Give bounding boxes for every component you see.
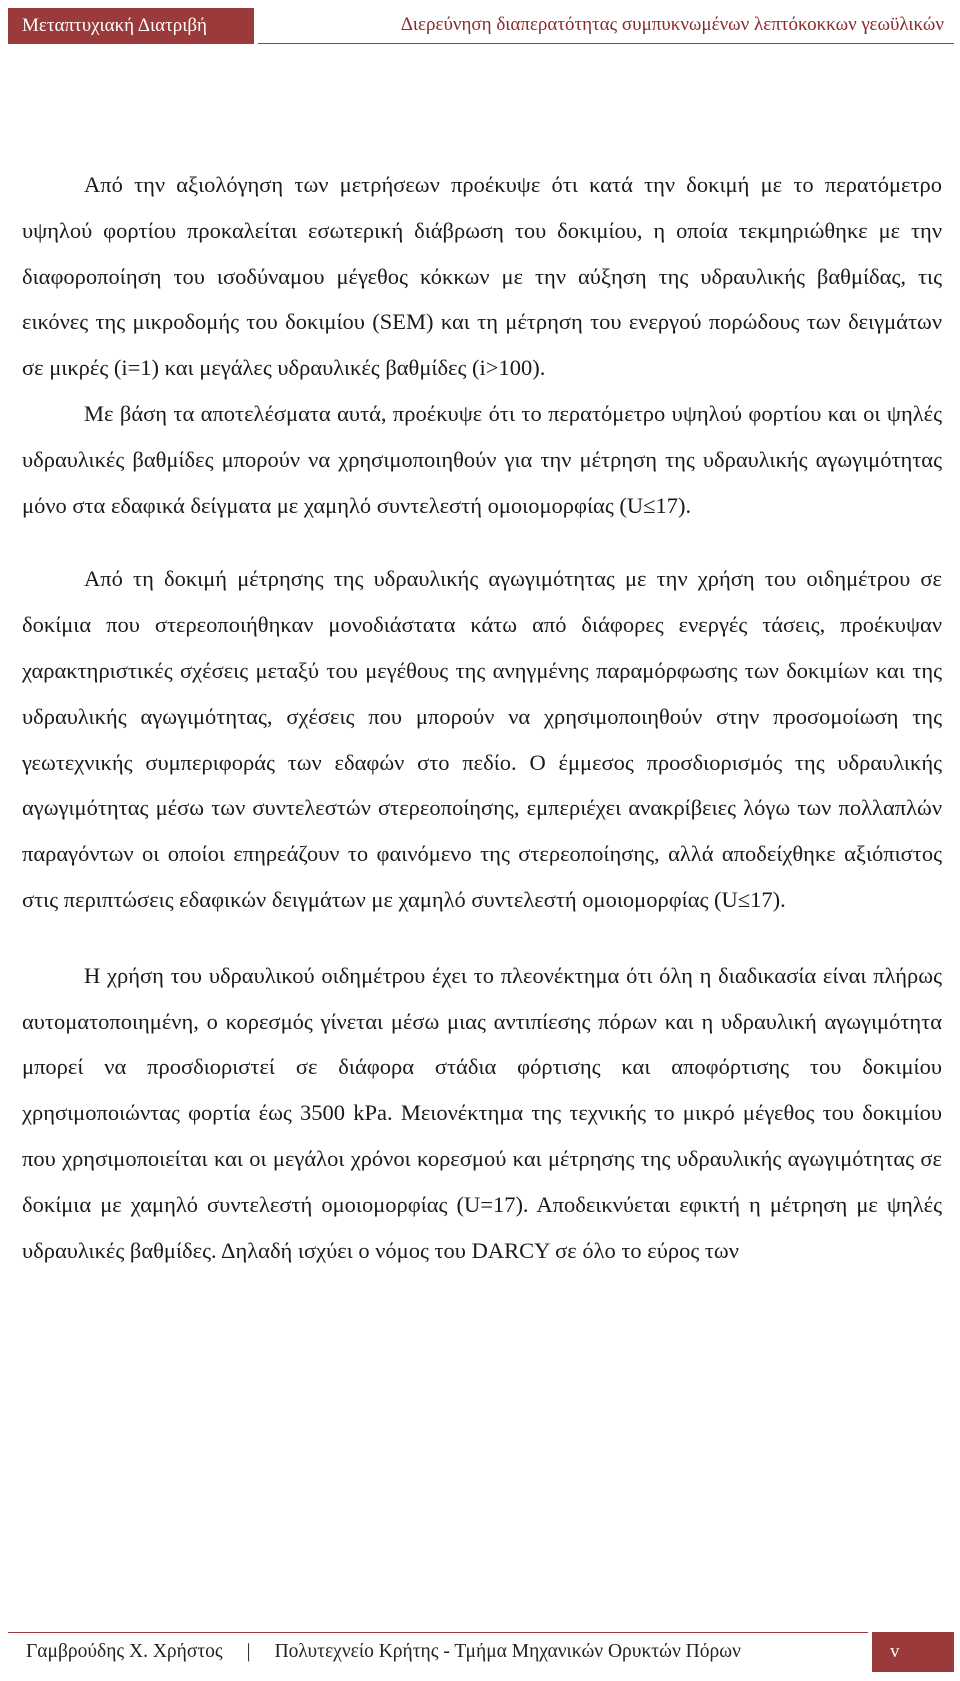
page-number: v bbox=[872, 1632, 954, 1672]
paragraph: Από την αξιολόγηση των μετρήσεων προέκυψε ότι κατά την δοκιμή με το περατόμετρο υψηλού φορτίου προκαλείται εσωτερική διάβρωση του δοκιμίου, η οποία τεκμηριώθηκε με την διαφοροποίηση του ισοδύναμου μέγεθος κόκκων με την αύξηση της υδραυλικής βαθμίδας, τις εικόνες της μικροδομής του δοκιμίου (SEM) και τη μέτρηση του ενεργού πορώδους των δειγμάτων σε μικρές (i=1) και μεγάλες υδραυλικές βαθμίδες (i>100). bbox=[22, 172, 942, 381]
paragraph: Με βάση τα αποτελέσματα αυτά, προέκυψε ότι το περατόμετρο υψηλού φορτίου και οι ψηλές υδραυλικές βαθμίδες μπορούν να χρησιμοποιηθούν για την μέτρηση της υδραυλικής αγωγιμότητας μόνο στα εδαφικά δείγματα με χαμηλό συντελεστή ομοιομορφίας (U≤17). bbox=[22, 400, 942, 518]
footer-institution: Πολυτεχνείο Κρήτης - Τμήμα Μηχανικών Ορυκτών Πόρων bbox=[274, 1641, 741, 1662]
page-footer bbox=[8, 1632, 954, 1672]
paragraph: Η χρήση του υδραυλικού οιδημέτρου έχει το πλεονέκτημα ότι όλη η διαδικασία είναι πλήρως αυτοματοποιημένη, ο κορεσμός γίνεται μέσω μιας αντιπίεσης πόρων και η υδραυλική αγωγιμότητα μπορεί να προσδιοριστεί σε διάφορα στάδια φόρτισης και αποφόρτισης του δοκιμίου χρησιμοποιώντας φορτία έως 3500 kPa. Μειονέκτημα της τεχνικής το μικρό μέγεθος του δοκιμίου που χρησιμοποιείται και οι μεγάλοι χρόνοι κορεσμού και μέτρησης της υδραυλικής αγωγιμότητας σε δοκίμια με χαμηλό συντελεστή ομοιομορφίας (U=17). Αποδεικνύεται εφικτή η μέτρηση με ψηλές υδραυλικές βαθμίδες. Δηλαδή ισχύει ο νόμος του DARCY σε όλο το εύρος των bbox=[22, 962, 942, 1263]
paragraph: Από τη δοκιμή μέτρησης της υδραυλικής αγωγιμότητας με την χρήση του οιδημέτρου σε δοκίμια που στερεοποιήθηκαν μονοδιάστατα κάτω από διάφορες ενεργές τάσεις, προέκυψαν χαρακτηριστικές σχέσεις μεταξύ του μεγέθους της ανηγμένης παραμόρφωσης των δοκιμίων και της υδραυλικής αγωγιμότητας, σχέσεις που μπορούν να χρησιμοποιηθούν στην προσομοίωση της γεωτεχνικής συμπεριφοράς των εδαφών στο πεδίο. Ο έμμεσος προσδιορισμός της υδραυλικής αγωγιμότητας μέσω των συντελεστών στερεοποίησης, εμπεριέχει ανακρίβειες λόγω των πολλαπλών παραγόντων οι οποίοι επηρεάζουν το φαινόμενο της στερεοποίησης, αλλά αποδείχθηκε αξιόπιστος στις περιπτώσεις εδαφικών δειγμάτων με χαμηλό συντελεστή ομοιομορφίας (U≤17). bbox=[22, 566, 942, 912]
footer-separator: | bbox=[246, 1641, 251, 1662]
page-header bbox=[8, 8, 954, 44]
body-text bbox=[22, 162, 942, 1273]
header-thesis-title: Διερεύνηση διαπερατότητας συμπυκνωμένων λεπτόκοκκων γεωϋλικών bbox=[258, 8, 954, 44]
footer-author: Γαμβρούδης Χ. Χρήστος bbox=[26, 1641, 223, 1662]
header-thesis-label: Μεταπτυχιακή Διατριβή bbox=[8, 8, 254, 44]
footer-info bbox=[8, 1632, 868, 1672]
